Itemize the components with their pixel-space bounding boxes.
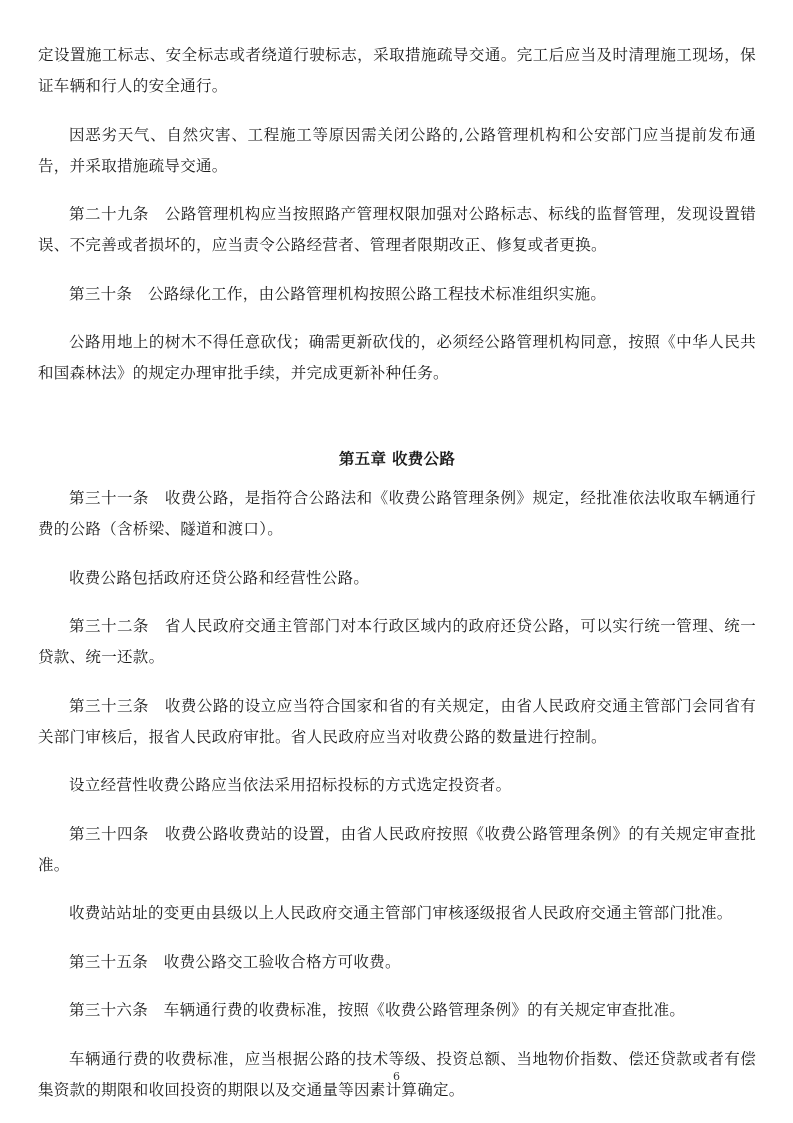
paragraph: 车辆通行费的收费标准，应当根据公路的技术等级、投资总额、当地物价指数、偿还贷款或者有偿集资款的期限和收回投资的期限以及交通量等因素计算确定。 xyxy=(38,1049,756,1099)
section-before xyxy=(38,40,756,389)
paragraph: 第三十条 公路绿化工作，由公路管理机构按照公路工程技术标准组织实施。 xyxy=(69,284,607,303)
paragraph: 第三十一条 收费公路，是指符合公路法和《收费公路管理条例》规定，经批准依法收取车辆通行费的公路（含桥梁、隧道和渡口）。 xyxy=(38,489,756,538)
paragraph: 设立经营性收费公路应当依法采用招标投标的方式选定投资者。 xyxy=(69,776,512,794)
paragraph: 第二十九条 公路管理机构应当按照路产管理权限加强对公路标志、标线的监督管理，发现设置错误、不完善或者损坏的，应当责令公路经营者、管理者限期改正、修复或者更换。 xyxy=(38,205,756,254)
paragraph: 因恶劣天气、自然灾害、工程施工等原因需关闭公路的,公路管理机构和公安部门应当提前发布通告，并采取措施疏导交通。 xyxy=(38,125,756,175)
paragraph: 第三十三条 收费公路的设立应当符合国家和省的有关规定，由省人民政府交通主管部门会同省有关部门审核后，报省人民政府审批。省人民政府应当对收费公路的数量进行控制。 xyxy=(38,696,756,746)
section-after xyxy=(38,483,756,1106)
paragraph: 定设置施工标志、安全标志或者绕道行驶标志，采取措施疏导交通。完工后应当及时清理施工现场，保证车辆和行人的安全通行。 xyxy=(38,46,756,95)
chapter-title: 第五章 收费公路 xyxy=(338,450,456,468)
paragraph: 第三十四条 收费公路收费站的设置，由省人民政府按照《收费公路管理条例》的有关规定审查批准。 xyxy=(38,824,756,874)
paragraph: 第三十二条 省人民政府交通主管部门对本行政区域内的政府还贷公路，可以实行统一管理、统一贷款、统一还款。 xyxy=(38,617,756,666)
paragraph: 收费公路包括政府还贷公路和经营性公路。 xyxy=(69,568,370,587)
paragraph: 收费站站址的变更由县级以上人民政府交通主管部门审核逐级报省人民政府交通主管部门批准。 xyxy=(69,904,733,922)
paragraph: 第三十五条 收费公路交工验收合格方可收费。 xyxy=(69,952,401,971)
document-body xyxy=(38,40,756,1123)
page-number: 6 xyxy=(393,1070,400,1083)
paragraph: 公路用地上的树木不得任意砍伐；确需更新砍伐的，必须经公路管理机构同意，按照《中华人民共和国森林法》的规定办理审批手续，并完成更新补种任务。 xyxy=(38,333,756,382)
paragraph: 第三十六条 车辆通行费的收费标准，按照《收费公路管理条例》的有关规定审查批准。 xyxy=(69,1001,686,1019)
